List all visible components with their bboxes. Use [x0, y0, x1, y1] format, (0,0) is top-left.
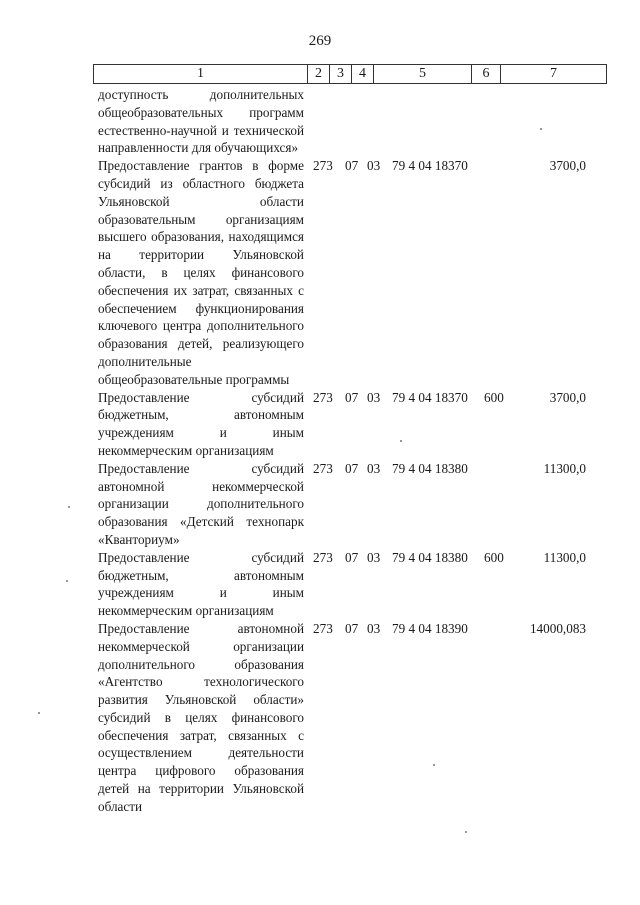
column-header-row — [93, 64, 607, 84]
row-expense-type: 600 — [484, 549, 504, 565]
column-header-description: 1 — [94, 65, 308, 84]
scan-speck — [66, 580, 68, 582]
table-row — [0, 389, 640, 460]
table-row — [0, 549, 640, 620]
row-target-code: 79 4 04 18380 — [392, 460, 468, 476]
scan-speck — [540, 128, 542, 130]
row-section-code: 07 — [345, 389, 359, 405]
row-subsection-code: 03 — [367, 460, 381, 476]
column-header-section: 3 — [330, 65, 352, 84]
page-number: 269 — [308, 33, 332, 49]
row-admin-code: 273 — [313, 460, 333, 476]
row-admin-code: 273 — [313, 158, 333, 174]
column-header-type: 6 — [472, 65, 501, 84]
row-section-code: 07 — [345, 549, 359, 565]
row-admin-code: 273 — [313, 389, 333, 405]
row-amount: 11300,0 — [543, 460, 586, 476]
column-header-target: 5 — [374, 65, 472, 84]
row-section-code: 07 — [345, 460, 359, 476]
row-amount: 3700,0 — [549, 389, 586, 405]
row-section-code: 07 — [345, 620, 359, 636]
scan-speck — [38, 712, 40, 714]
row-amount: 11300,0 — [543, 549, 586, 565]
row-description: Предоставление субсидий автономной некоммерческой организации дополнительного образования «Детский технопарк «Кванториум» — [98, 460, 304, 547]
row-section-code: 07 — [345, 158, 359, 174]
row-subsection-code: 03 — [367, 549, 381, 565]
row-subsection-code: 03 — [367, 158, 381, 174]
column-header-amount: 7 — [501, 65, 607, 84]
row-target-code: 79 4 04 18370 — [392, 389, 468, 405]
row-description: Предоставление грантов в форме субсидий из областного бюджета Ульяновской области образовательным организациям высшего образования, находящимся на территории Ульяновской области, в целях финансового обеспечения их затрат, связанных с обеспечением функционирования ключевого центра дополнительного образования детей, реализующего дополнительные общеобразовательные программы — [98, 158, 304, 387]
scan-speck — [433, 764, 435, 766]
row-target-code: 79 4 04 18390 — [392, 620, 468, 636]
row-expense-type: 600 — [484, 389, 504, 405]
table-row — [0, 460, 640, 549]
budget-table-body — [0, 86, 640, 816]
column-header-subsection: 4 — [352, 65, 374, 84]
scan-speck — [465, 831, 467, 833]
table-row — [0, 86, 640, 157]
row-subsection-code: 03 — [367, 620, 381, 636]
row-target-code: 79 4 04 18380 — [392, 549, 468, 565]
row-target-code: 79 4 04 18370 — [392, 158, 468, 174]
row-admin-code: 273 — [313, 620, 333, 636]
table-row — [0, 620, 640, 816]
scan-speck — [400, 440, 402, 442]
table-row — [0, 157, 640, 388]
row-amount: 3700,0 — [549, 158, 586, 174]
row-admin-code: 273 — [313, 549, 333, 565]
row-amount: 14000,083 — [529, 620, 586, 636]
row-subsection-code: 03 — [367, 389, 381, 405]
column-header-admin: 2 — [308, 65, 330, 84]
row-description: Предоставление субсидий бюджетным, автономным учреждениям и иным некоммерческим организациям — [98, 549, 304, 619]
row-description: доступность дополнительных общеобразовательных программ естественно-научной и технической направленности для обучающихся» — [98, 87, 304, 156]
row-description: Предоставление автономной некоммерческой организации дополнительного образования «Агентство технологического развития Ульяновской области» субсидий в целях финансового обеспечения затрат, связанных с осуществлением деятельности центра цифрового образования детей на территории Ульяновской области — [98, 620, 304, 814]
row-description: Предоставление субсидий бюджетным, автономным учреждениям и иным некоммерческим организациям — [98, 389, 304, 458]
scan-speck — [68, 506, 70, 508]
